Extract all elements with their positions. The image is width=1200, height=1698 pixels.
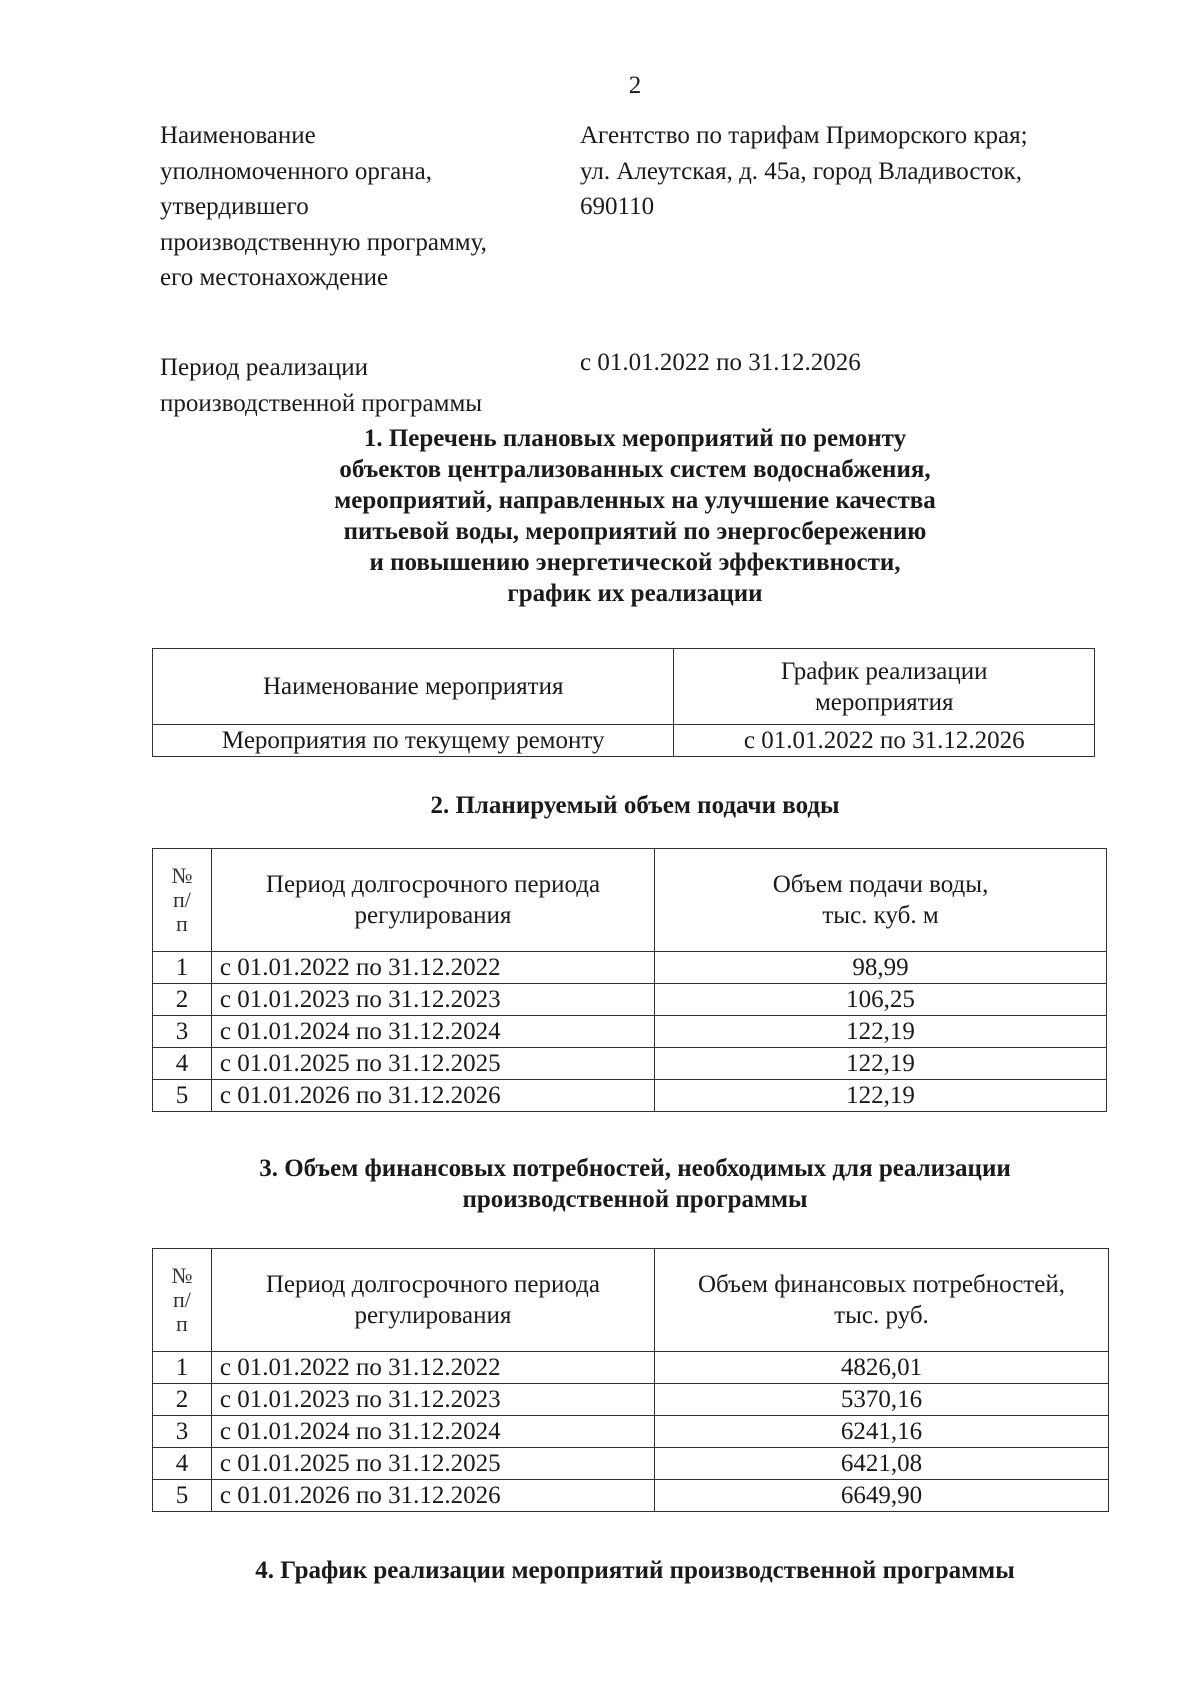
header-financial-volume: Объем финансовых потребностей, тыс. руб. (654, 1249, 1108, 1352)
section3-title: 3. Объем финансовых потребностей, необходимых для реализации производственной программы (259, 1155, 1011, 1213)
table-row: Мероприятия по текущему ремонту с 01.01.2022 по 31.12.2026 (153, 725, 1095, 757)
table-row: 1 с 01.01.2022 по 31.12.2022 4826,01 (153, 1352, 1109, 1384)
header-activity-name: Наименование мероприятия (153, 649, 674, 725)
authority-value: Агентство по тарифам Приморского края; ул. Алеутская, д. 45а, город Владивосток, 690110 (580, 122, 1028, 220)
financial-needs-table (152, 1248, 1109, 1512)
header-period: Период долгосрочного периода регулирования (211, 849, 654, 952)
table-row: 3 с 01.01.2024 по 31.12.2024 122,19 (153, 1016, 1107, 1048)
page-number: 2 (628, 72, 642, 99)
activities-table (152, 648, 1095, 757)
header-water-volume: Объем подачи воды, тыс. куб. м (655, 849, 1107, 952)
header-number: № п/ п (153, 1249, 212, 1352)
header-activity-schedule: График реализации мероприятия (674, 649, 1095, 725)
table-row: 4 с 01.01.2025 по 31.12.2025 6421,08 (153, 1448, 1109, 1480)
table-row: 5 с 01.01.2026 по 31.12.2026 6649,90 (153, 1480, 1109, 1512)
table-row: 3 с 01.01.2024 по 31.12.2024 6241,16 (153, 1416, 1109, 1448)
period-label: Период реализации производственной программы (160, 354, 483, 417)
table-row: 2 с 01.01.2023 по 31.12.2023 5370,16 (153, 1384, 1109, 1416)
header-period: Период долгосрочного периода регулирования (211, 1249, 654, 1352)
table-header-row (153, 649, 1095, 725)
header-number: № п/ п (153, 849, 212, 952)
table-row: 4 с 01.01.2025 по 31.12.2025 122,19 (153, 1048, 1107, 1080)
section4-title: 4. График реализации мероприятий производственной программы (255, 1557, 1015, 1584)
table-row: 5 с 01.01.2026 по 31.12.2026 122,19 (153, 1080, 1107, 1112)
section1-title: 1. Перечень плановых мероприятий по ремонту объектов централизованных систем водоснабжения, мероприятий, направленных на улучшение качества питьевой воды, мероприятий по энергосбережению и повышению энергетической эффективности, график их реализации (334, 425, 936, 607)
table-row: 2 с 01.01.2023 по 31.12.2023 106,25 (153, 984, 1107, 1016)
authority-label: Наименование уполномоченного органа, утвердившего производственную программу, его местонахождение (160, 122, 487, 291)
table-header-row (153, 1249, 1109, 1352)
water-volume-table (152, 848, 1107, 1112)
table-header-row (153, 849, 1107, 952)
period-value: с 01.01.2022 по 31.12.2026 (580, 349, 861, 376)
table-row: 1 с 01.01.2022 по 31.12.2022 98,99 (153, 952, 1107, 984)
section2-title: 2. Планируемый объем подачи воды (430, 792, 840, 819)
